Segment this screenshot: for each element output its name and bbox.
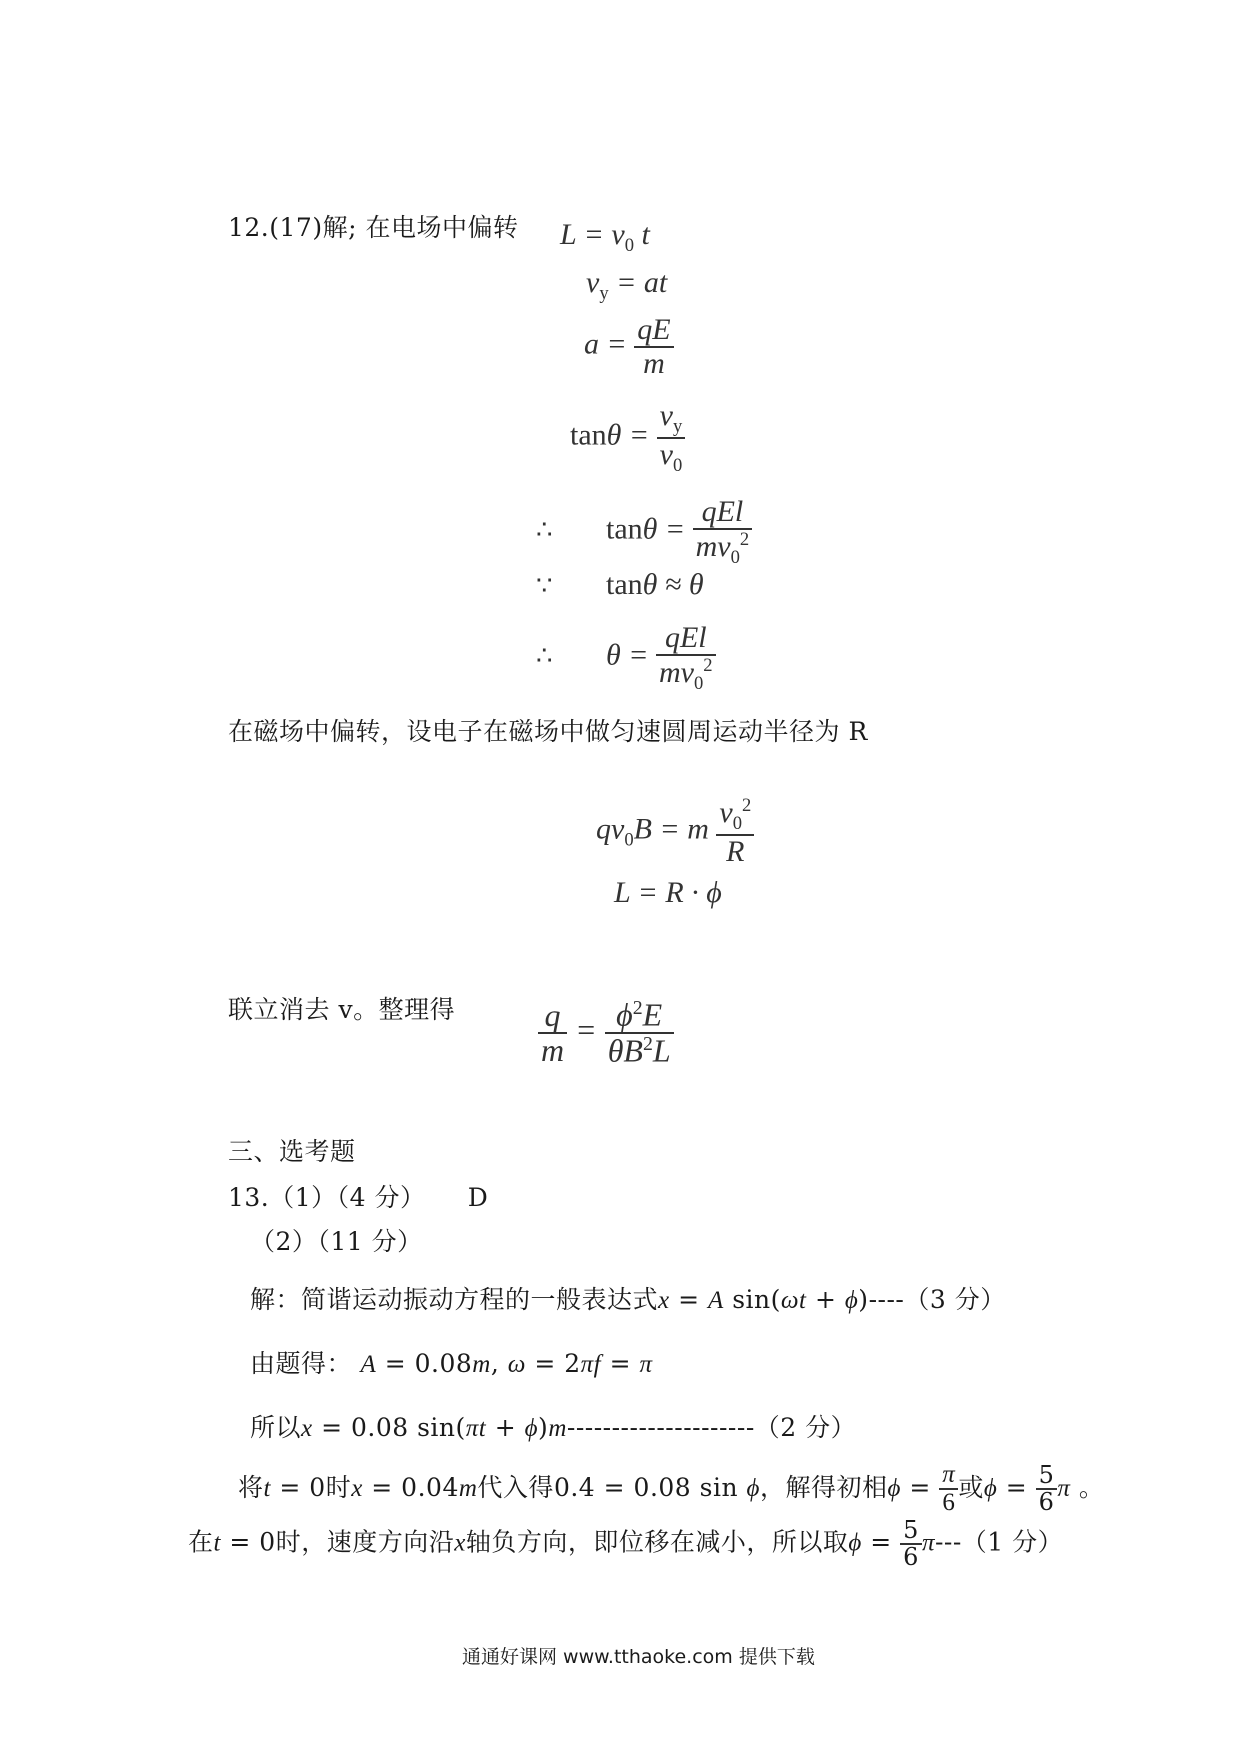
line-4-b: 时 bbox=[325, 1472, 352, 1502]
equation-tan-theta-vy-v0: tanθ = $\frac{v_y}{v_0}$ bbox=[570, 400, 685, 475]
because-symbol: ∵ bbox=[536, 571, 553, 600]
equation-a-qE-m: a = $\frac{qE}{m}$ bbox=[584, 314, 674, 379]
solution-line-5: 在t = 0时，速度方向沿x轴负方向，即位移在减小，所以取ϕ = $\frac{5}{6}$ π---（1 分） bbox=[188, 1516, 1064, 1572]
line-5-score: ---（1 分） bbox=[934, 1527, 1064, 1557]
solution-line-3: 所以x = 0.08 sin(πt + ϕ)m---------------------（2 分） bbox=[250, 1413, 857, 1442]
part-1-answer: D bbox=[467, 1183, 489, 1212]
equation-qv0B: $qv_0B = m$ $\frac{v_0^2}{R}$ bbox=[596, 796, 754, 867]
line-5-b: 时，速度方向沿 bbox=[275, 1527, 455, 1557]
equation-vy-at: $v_y$ = at bbox=[586, 266, 668, 304]
line-4-e: 或 bbox=[958, 1472, 984, 1502]
equation-therefore-tan-theta: ∴ tanθ = $\frac{\text{qEl}}{mv_0^2}$ bbox=[536, 496, 752, 567]
question-13-part-2: （2）（11 分） bbox=[250, 1227, 423, 1256]
line-3-text: 所以 bbox=[250, 1413, 302, 1442]
line-4-f: 。 bbox=[1078, 1472, 1105, 1502]
equation-therefore-theta: ∴ θ = $\frac{\text{qEl}}{mv_0^2}$ bbox=[536, 622, 716, 693]
line-4-d: ，解得初相 bbox=[759, 1472, 888, 1502]
therefore-symbol-2: ∴ bbox=[536, 641, 553, 671]
solution-line-4: 将t = 0时x = 0.04m代入得0.4 = 0.08 sin ϕ，解得初相ϕ = $\frac{\pi}{6}$ 或ϕ = $\frac{5}{6}$ π 。 bbox=[238, 1461, 1105, 1517]
line-1-score: ----（3 分） bbox=[868, 1285, 1006, 1314]
equation-because-tan-approx: ∵ tanθ ≈ θ bbox=[536, 568, 704, 601]
equation-L-v0t: $L = v_0$ t bbox=[560, 218, 650, 256]
line-5-a: 在 bbox=[188, 1527, 214, 1557]
line-4-c: 代入得 bbox=[477, 1472, 554, 1502]
solution-line-1: 解：简谐运动振动方程的一般表达式x = A sin(ωt + ϕ)----（3 分） bbox=[250, 1285, 1006, 1314]
line-1-text: 解：简谐运动振动方程的一般表达式 bbox=[250, 1285, 659, 1314]
footer-text: 通通好课网 www.tthaoke.com 提供下载 bbox=[462, 1646, 815, 1668]
section-12-heading: 12.(17)解; 在电场中偏转 bbox=[228, 213, 519, 242]
eliminate-text: 联立消去 v。整理得 bbox=[228, 995, 456, 1024]
line-4-a: 将 bbox=[238, 1472, 264, 1502]
line-3-score: ---------------------（2 分） bbox=[566, 1413, 857, 1442]
part-1-label: 13.（1）（4 分） bbox=[228, 1183, 426, 1212]
line-2-text: 由题得： bbox=[250, 1349, 353, 1378]
equation-q-over-m: $\frac{q}{m}$ = $\frac{\phi^2E}{\theta B^2L}$ bbox=[538, 998, 674, 1069]
solution-line-2: 由题得： A = 0.08m, ω = 2πf = π bbox=[250, 1349, 653, 1378]
line-5-c: 轴负方向，即位移在减小，所以取 bbox=[465, 1527, 849, 1557]
therefore-symbol: ∴ bbox=[536, 515, 553, 545]
magnetic-field-text: 在磁场中偏转，设电子在磁场中做匀速圆周运动半径为 R bbox=[228, 717, 868, 746]
question-13-part-1 bbox=[228, 1178, 488, 1214]
equation-L-R-phi: L = R · ϕ bbox=[614, 876, 722, 909]
section-3-heading: 三、选考题 bbox=[228, 1137, 356, 1166]
